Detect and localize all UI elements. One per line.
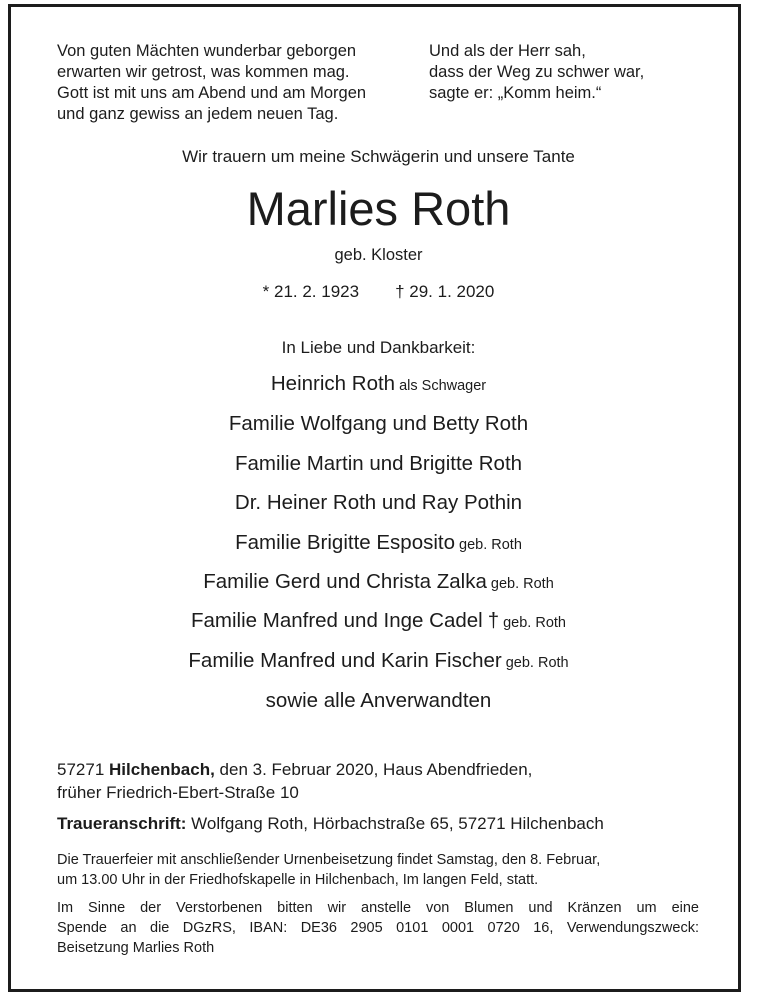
donation-info-line: Beisetzung Marlies Roth [57, 940, 215, 956]
donation-info-line: Im Sinne der Verstorbenen bitten wir anstelle von Blumen und Kränzen um eine [57, 900, 699, 916]
former-address: früher Friedrich-Ebert-Straße 10 [57, 783, 299, 802]
mourner-note: geb. Roth [503, 615, 566, 631]
poem-line: Gott ist mit uns am Abend und am Morgen [57, 84, 367, 102]
mourner-line [0, 372, 757, 398]
mourner-note: als Schwager [399, 378, 487, 394]
mourner-line [0, 570, 757, 596]
mourner-line [0, 452, 757, 476]
location-rest: den 3. Februar 2020, Haus Abendfrieden, [214, 760, 533, 779]
mourner-name: Familie Manfred und Karin Fischer [188, 649, 502, 672]
mourner-name: Familie Brigitte Esposito [235, 531, 455, 554]
funeral-info-line: um 13.00 Uhr in der Friedhofskapelle in Hilchenbach, Im langen Feld, statt. [57, 872, 539, 888]
mourner-name: Familie Manfred und Inge Cadel [190, 609, 483, 632]
mourner-line [0, 609, 757, 635]
thanks-line: In Liebe und Dankbarkeit: [281, 338, 476, 357]
mourner-line [0, 491, 757, 515]
birth-date: * 21. 2. 1923 [262, 282, 360, 301]
mourning-address-value: Wolfgang Roth, Hörbachstraße 65, 57271 Hilchenbach [186, 814, 604, 833]
location-date-line [57, 759, 532, 781]
mourning-address-label: Traueranschrift: [57, 814, 187, 833]
mourner-line [0, 412, 757, 436]
mourner-name: Familie Martin und Brigitte Roth [234, 452, 523, 475]
maiden-name: geb. Kloster [334, 246, 423, 264]
mourner-note: geb. Roth [490, 576, 554, 592]
mourner-name: Dr. Heiner Roth und Ray Pothin [234, 491, 523, 514]
mourner-note: geb. Roth [505, 655, 569, 671]
city: Hilchenbach, [109, 760, 215, 779]
poem-line: erwarten wir getrost, was kommen mag. [57, 63, 350, 81]
intro-line: Wir trauern um meine Schwägerin und unsere Tante [182, 147, 575, 166]
mourner-line [0, 531, 757, 557]
postal-code: 57271 [57, 760, 105, 779]
mourner-note: geb. Roth [459, 537, 522, 553]
poem-right [429, 41, 644, 104]
death-date: † 29. 1. 2020 [395, 282, 495, 301]
mourner-name: Familie Wolfgang und Betty Roth [228, 412, 529, 435]
mourner-name: Heinrich Roth [270, 372, 396, 395]
poem-line: und ganz gewiss an jedem neuen Tag. [57, 105, 339, 123]
poem-line: dass der Weg zu schwer war, [429, 63, 645, 81]
poem-line: Von guten Mächten wunderbar geborgen [57, 42, 357, 60]
donation-info-line: Spende an die DGzRS, IBAN: DE36 2905 0101 0001 0720 16, Verwendungszweck: [57, 920, 699, 936]
life-dates [0, 282, 757, 302]
mourner-name: sowie alle Anverwandten [265, 689, 492, 712]
mourner-line [0, 649, 757, 675]
mourning-address [57, 813, 604, 835]
mourner-line [0, 689, 757, 713]
cross-icon: † [487, 609, 500, 632]
poem-line: Und als der Herr sah, [429, 42, 586, 60]
deceased-name: Marlies Roth [246, 182, 511, 235]
poem-line: sagte er: „Komm heim.“ [429, 84, 602, 102]
funeral-info-line: Die Trauerfeier mit anschließender Urnenbeisetzung findet Samstag, den 8. Februar, [57, 852, 601, 868]
mourner-name: Familie Gerd und Christa Zalka [203, 570, 487, 593]
poem-left [57, 41, 366, 125]
